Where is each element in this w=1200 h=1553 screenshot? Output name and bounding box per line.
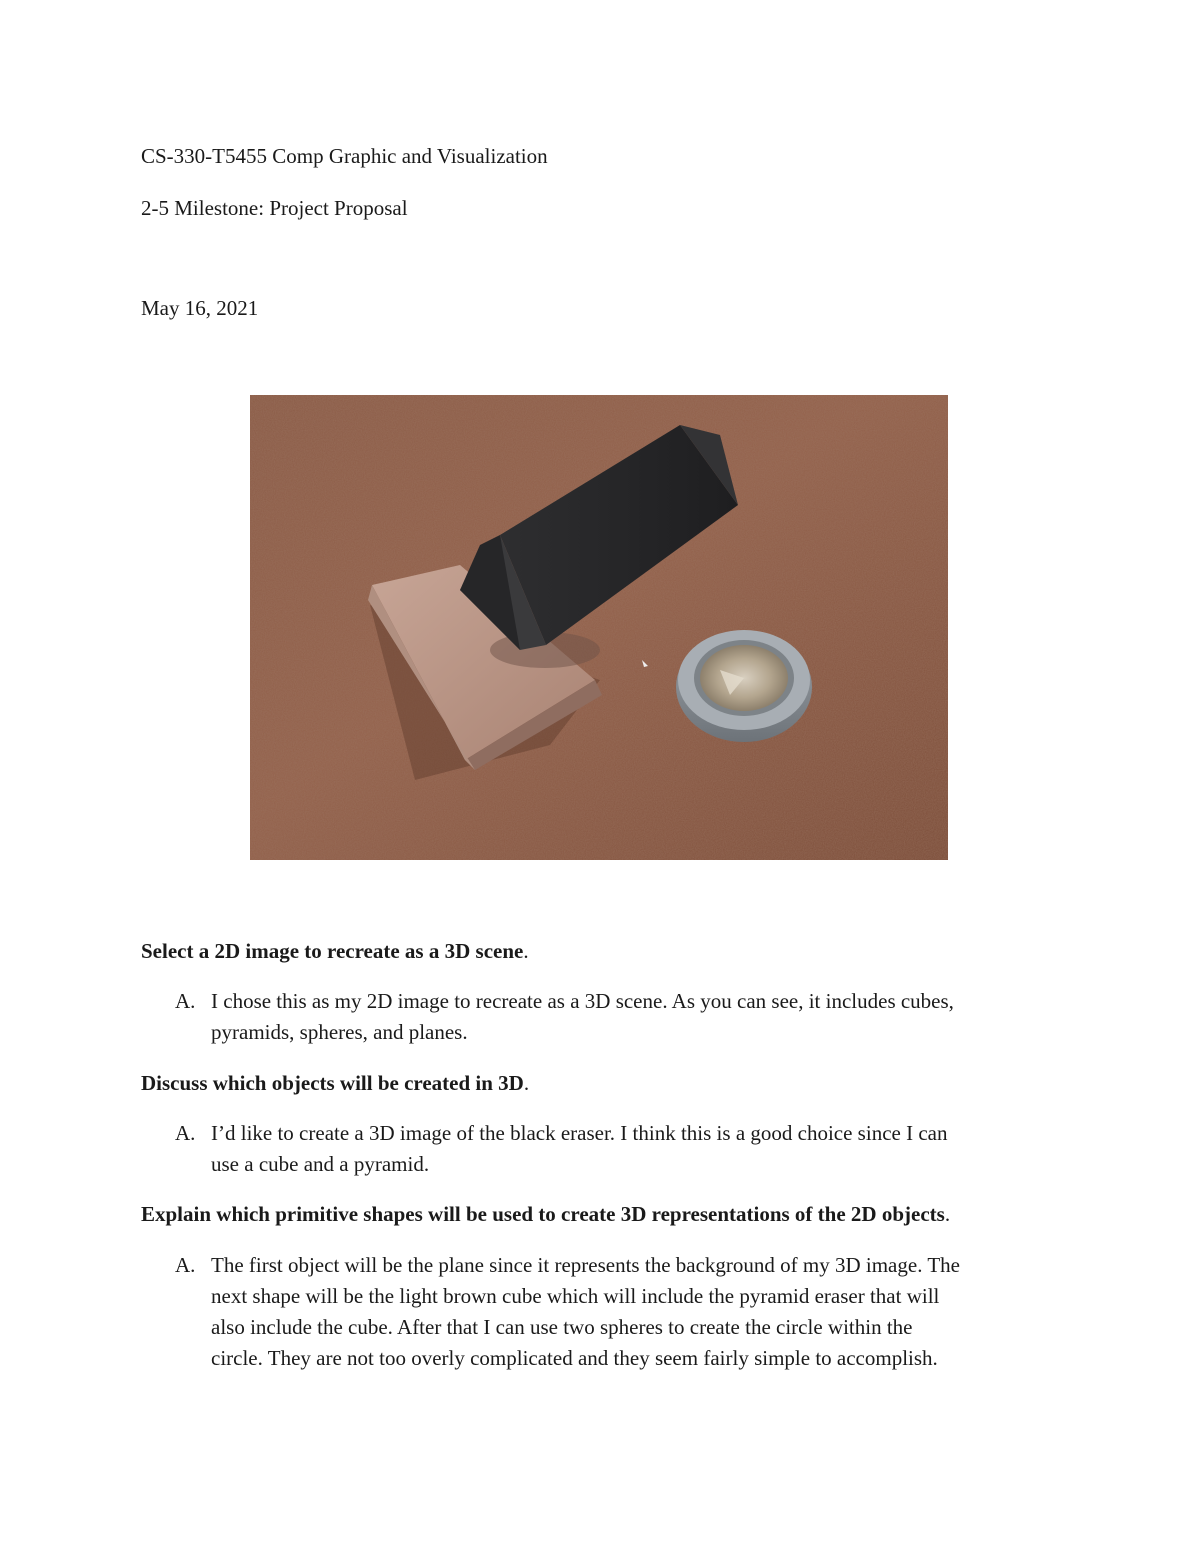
item-line: I’d like to create a 3D image of the black eraser. I think this is a good choice since I can (211, 1121, 948, 1145)
scene-photo (250, 395, 948, 860)
section-heading-1 (141, 936, 529, 966)
item-line: also include the cube. After that I can use two spheres to create the circle within the (211, 1315, 913, 1339)
section-2-item-a (175, 1118, 1075, 1180)
document-date: May 16, 2021 (141, 296, 259, 320)
item-marker: A. (175, 1121, 196, 1145)
item-line: circle. They are not too overly complicated and they seem fairly simple to accomplish. (211, 1346, 938, 1370)
item-marker: A. (175, 989, 196, 1013)
item-line: I chose this as my 2D image to recreate as a 3D scene. As you can see, it includes cubes, (211, 989, 954, 1013)
heading-period-1: . (523, 939, 529, 963)
section-3-item-a (175, 1250, 1075, 1374)
assignment-title: 2-5 Milestone: Project Proposal (141, 196, 408, 220)
section-heading-2-text: Discuss which objects will be created in 3D (141, 1071, 524, 1095)
section-1-item-a (175, 986, 1075, 1048)
section-heading-3 (141, 1199, 950, 1229)
heading-period-3: . (944, 1202, 951, 1226)
heading-period-2: . (523, 1071, 530, 1095)
item-line: next shape will be the light brown cube which will include the pyramid eraser that will (211, 1284, 940, 1308)
item-marker: A. (175, 1253, 196, 1277)
item-line: use a cube and a pyramid. (211, 1152, 430, 1176)
course-title: CS-330-T5455 Comp Graphic and Visualization (141, 144, 548, 168)
section-heading-3-text: Explain which primitive shapes will be used to create 3D representations of the 2D objects (141, 1202, 945, 1226)
item-line: The first object will be the plane since it represents the background of my 3D image. The (211, 1253, 960, 1277)
item-line: pyramids, spheres, and planes. (211, 1020, 468, 1044)
section-heading-1-text: Select a 2D image to recreate as a 3D scene (141, 939, 524, 963)
section-heading-2 (141, 1068, 529, 1098)
